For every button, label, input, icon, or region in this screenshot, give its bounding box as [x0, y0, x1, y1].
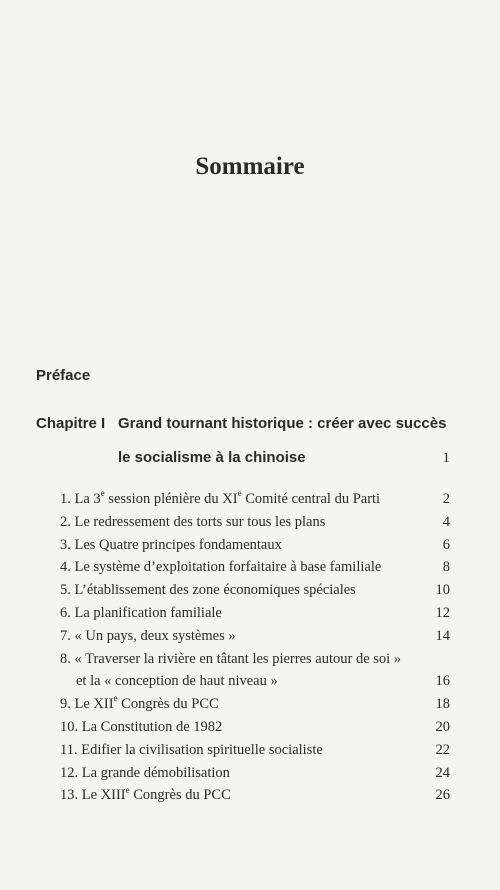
chapter-heading[interactable] — [36, 414, 446, 434]
chapter-title-line2: le socialisme à la chinoise — [118, 449, 306, 466]
toc-entry[interactable] — [0, 693, 500, 716]
ordinal-superscript: e — [237, 488, 242, 499]
chapter-number: Chapitre I — [36, 415, 106, 432]
toc-page-number: 10 — [435, 582, 450, 599]
toc-page-number: 26 — [435, 787, 450, 804]
ordinal-superscript: e — [100, 488, 105, 499]
toc-entry[interactable] — [0, 762, 500, 785]
toc-entry-title — [60, 648, 401, 671]
toc-entry[interactable] — [0, 488, 500, 511]
toc-entry-text: 10. La Constitution de 1982 — [60, 718, 223, 735]
toc-entry[interactable] — [0, 648, 500, 671]
toc-entry-title — [60, 488, 380, 511]
toc-entry-title — [60, 511, 325, 534]
toc-entry-text: 9. Le XII — [60, 696, 114, 713]
toc-entry-text: 13. Le XIII — [60, 787, 126, 804]
toc-entry-text: 12. La grande démobilisation — [60, 764, 230, 781]
toc-entry-title — [60, 556, 381, 579]
toc-page-number: 14 — [435, 627, 450, 644]
toc-entry-title — [60, 625, 236, 648]
toc-entry-text: 2. Le redressement des torts sur tous les plans — [60, 513, 326, 530]
toc-entry-text: 6. La planification familiale — [60, 604, 222, 621]
toc-entry[interactable] — [0, 556, 500, 579]
toc-entry-text: 5. L’établissement des zone économiques spéciales — [60, 582, 356, 599]
toc-entry-text: Congrès du PCC — [117, 696, 219, 713]
toc-entry[interactable] — [0, 625, 500, 648]
toc-entry-title — [60, 534, 282, 557]
preface-heading[interactable]: Préface — [36, 367, 91, 384]
toc-entry-text: Comité central du Parti — [241, 491, 381, 507]
toc-entry-title — [60, 693, 219, 716]
toc-entry-title — [60, 602, 222, 625]
toc-entry[interactable] — [0, 784, 500, 807]
toc-entry-title — [60, 739, 323, 762]
toc-entry[interactable] — [0, 739, 500, 762]
toc-entry[interactable] — [0, 602, 500, 625]
toc-page-number: 2 — [442, 491, 450, 507]
toc-entry-title — [60, 762, 230, 785]
page-title: Sommaire — [195, 153, 305, 180]
toc-entry-text: 8. « Traverser la rivière en tâtant les pierres autour de soi » — [60, 650, 402, 667]
toc-entry-text: 11. Edifier la civilisation spirituelle socialiste — [60, 741, 323, 758]
toc-page-number: 16 — [435, 673, 450, 690]
chapter-page-number: 1 — [442, 450, 450, 466]
toc-page-number: 18 — [435, 696, 450, 713]
toc-entry[interactable] — [0, 716, 500, 739]
toc-entry-text: et la « conception de haut niveau » — [76, 673, 278, 690]
toc-entry[interactable] — [0, 511, 500, 534]
toc-page-number: 24 — [435, 764, 450, 781]
toc-entry-text: Congrès du PCC — [129, 787, 231, 804]
ordinal-superscript: e — [125, 784, 130, 795]
toc-page-number: 8 — [442, 559, 450, 576]
toc-entry-list — [0, 488, 500, 807]
chapter-title-line1: Grand tournant historique : créer avec succès — [118, 415, 447, 432]
toc-entry-title — [60, 579, 356, 602]
toc-page-number: 4 — [442, 513, 450, 530]
toc-entry[interactable] — [0, 534, 500, 557]
toc-page-number: 6 — [442, 536, 450, 553]
toc-entry[interactable] — [0, 579, 500, 602]
toc-entry-text: session plénière du XI — [104, 491, 238, 507]
toc-entry-title — [60, 716, 222, 739]
toc-entry-text: 1. La 3 — [60, 491, 101, 507]
toc-page-number: 20 — [435, 718, 450, 735]
ordinal-superscript: e — [113, 693, 118, 704]
toc-page-number: 12 — [435, 604, 450, 621]
toc-entry[interactable] — [0, 670, 500, 693]
toc-entry-text: 4. Le système d’exploitation forfaitaire à base familiale — [60, 559, 382, 576]
toc-entry-text: 3. Les Quatre principes fondamentaux — [60, 536, 282, 553]
toc-page-number: 22 — [435, 741, 450, 758]
toc-entry-title — [76, 670, 278, 693]
toc-entry-title — [60, 784, 231, 807]
toc-entry-text: 7. « Un pays, deux systèmes » — [60, 627, 236, 644]
